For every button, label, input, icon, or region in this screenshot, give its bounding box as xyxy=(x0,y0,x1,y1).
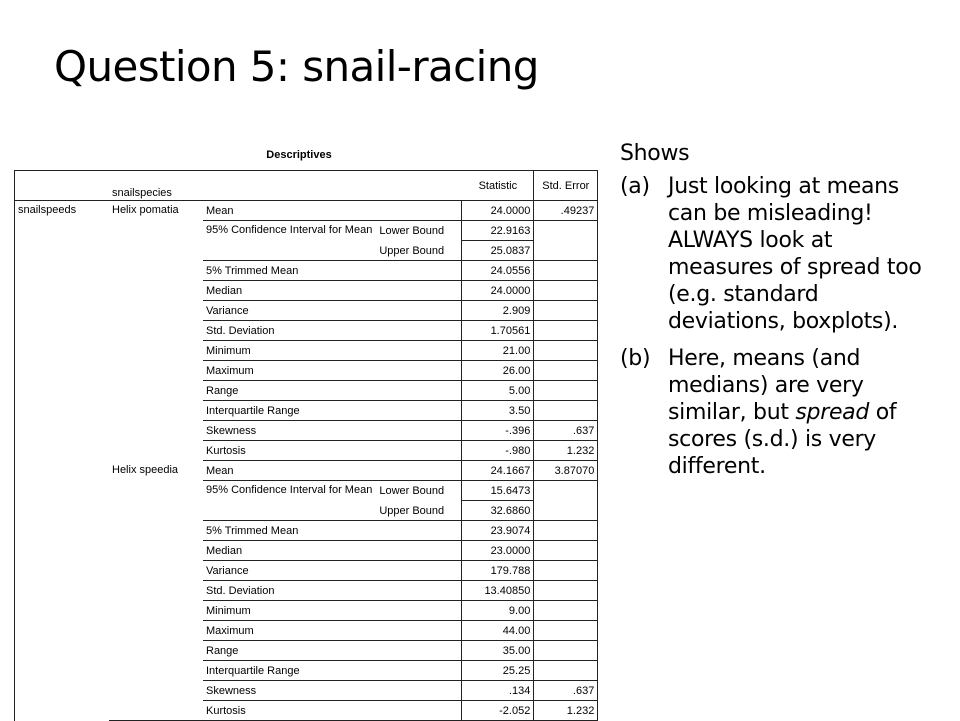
note-point-a xyxy=(620,173,940,335)
note-a-text: Just looking at means can be misleading! ALWAYS look at measures of spread too (e.g. standard deviations, boxplots). xyxy=(668,174,922,334)
std-error-value: .637 xyxy=(534,681,598,701)
stat-label: Median xyxy=(203,541,462,561)
variable-name: snailspeeds xyxy=(15,201,109,721)
stat-label: Maximum xyxy=(203,361,462,381)
std-error-value xyxy=(534,501,598,521)
species-name: Helix pomatia xyxy=(112,204,179,216)
note-point-b xyxy=(620,345,940,480)
stat-label: Maximum xyxy=(203,621,462,641)
stat-label: Mean xyxy=(203,461,462,481)
notes-heading: Shows xyxy=(620,141,690,166)
stat-value: 26.00 xyxy=(462,361,534,381)
stat-value: 3.50 xyxy=(462,401,534,421)
stat-value: -.396 xyxy=(462,421,534,441)
note-b-text xyxy=(668,345,940,480)
stat-label: 5% Trimmed Mean xyxy=(203,521,462,541)
stat-value: 21.00 xyxy=(462,341,534,361)
note-a-label: (a) xyxy=(620,174,650,199)
stat-label: Minimum xyxy=(203,341,462,361)
note-b-post: of scores (s.d.) is very different. xyxy=(668,400,897,479)
note-b-label: (b) xyxy=(620,346,651,371)
stat-value: 32.6860 xyxy=(462,501,534,521)
stat-value: 1.70561 xyxy=(462,321,534,341)
std-error-value xyxy=(534,561,598,581)
std-error-value xyxy=(534,661,598,681)
stat-value: 2.909 xyxy=(462,301,534,321)
stat-value: 9.00 xyxy=(462,601,534,621)
stat-value: 179.788 xyxy=(462,561,534,581)
stat-label: 5% Trimmed Mean xyxy=(203,261,462,281)
std-error-value xyxy=(534,601,598,621)
note-b-emphasis: spread xyxy=(795,400,870,425)
stat-label: Median xyxy=(203,281,462,301)
stat-value: 25.25 xyxy=(462,661,534,681)
std-error-value xyxy=(534,401,598,421)
col-statistic: Statistic xyxy=(462,171,534,201)
ci-label: 95% Confidence Interval for Mean xyxy=(203,481,376,521)
std-error-value xyxy=(534,361,598,381)
stat-value: 15.6473 xyxy=(462,481,534,501)
ci-lower-label: Lower Bound xyxy=(376,221,462,241)
stat-value: 35.00 xyxy=(462,641,534,661)
header-row xyxy=(15,171,598,201)
group-header: snailspecies xyxy=(109,171,462,201)
slide-title: Question 5: snail-racing xyxy=(54,42,539,91)
stat-label: Range xyxy=(203,381,462,401)
stat-value: 23.9074 xyxy=(462,521,534,541)
stat-label: Std. Deviation xyxy=(203,581,462,601)
stat-label: Mean xyxy=(203,201,462,221)
ci-upper-label: Upper Bound xyxy=(376,501,462,521)
std-error-value xyxy=(534,221,598,241)
table-title: Descriptives xyxy=(266,149,332,161)
table-body xyxy=(15,171,598,721)
stat-value: 23.0000 xyxy=(462,541,534,561)
std-error-value xyxy=(534,541,598,561)
table-row-mean xyxy=(15,201,598,221)
std-error-value xyxy=(534,641,598,661)
stat-value: 24.0000 xyxy=(462,281,534,301)
stat-value: 24.0000 xyxy=(462,201,534,221)
stat-value: 24.1667 xyxy=(462,461,534,481)
stat-label: Std. Deviation xyxy=(203,321,462,341)
stat-value: 44.00 xyxy=(462,621,534,641)
stat-label: Minimum xyxy=(203,601,462,621)
stat-value: 22.9163 xyxy=(462,221,534,241)
stat-value: -2.052 xyxy=(462,701,534,721)
std-error-value xyxy=(534,281,598,301)
descriptives-table xyxy=(14,170,598,721)
stat-label: Skewness xyxy=(203,681,462,701)
notes-panel xyxy=(620,140,940,490)
stat-value: 25.0837 xyxy=(462,241,534,261)
std-error-value: .637 xyxy=(534,421,598,441)
std-error-value: 1.232 xyxy=(534,701,598,721)
ci-upper-label: Upper Bound xyxy=(376,241,462,261)
std-error-value xyxy=(534,621,598,641)
stat-label: Variance xyxy=(203,301,462,321)
std-error-value xyxy=(534,241,598,261)
std-error-value xyxy=(534,301,598,321)
stat-label: Kurtosis xyxy=(203,701,462,721)
stat-label: Variance xyxy=(203,561,462,581)
stat-label: Interquartile Range xyxy=(203,401,462,421)
note-b-pre: Here, means (and medians) are very similar, but xyxy=(668,346,864,425)
std-error-value: 3.87070 xyxy=(534,461,598,481)
std-error-value xyxy=(534,481,598,501)
stat-value: 5.00 xyxy=(462,381,534,401)
std-error-value xyxy=(534,581,598,601)
std-error-value xyxy=(534,341,598,361)
ci-label: 95% Confidence Interval for Mean xyxy=(203,221,376,261)
stat-label: Kurtosis xyxy=(203,441,462,461)
stat-value: -.980 xyxy=(462,441,534,461)
stat-label: Skewness xyxy=(203,421,462,441)
std-error-value xyxy=(534,321,598,341)
stat-label: Range xyxy=(203,641,462,661)
stat-value: 13.40850 xyxy=(462,581,534,601)
ci-lower-label: Lower Bound xyxy=(376,481,462,501)
stat-value: 24.0556 xyxy=(462,261,534,281)
std-error-value: 1.232 xyxy=(534,441,598,461)
std-error-value xyxy=(534,381,598,401)
std-error-value xyxy=(534,521,598,541)
stat-value: .134 xyxy=(462,681,534,701)
col-std-error: Std. Error xyxy=(534,171,598,201)
stat-label: Interquartile Range xyxy=(203,661,462,681)
std-error-value: .49237 xyxy=(534,201,598,221)
std-error-value xyxy=(534,261,598,281)
species-name: Helix speedia xyxy=(109,461,203,721)
